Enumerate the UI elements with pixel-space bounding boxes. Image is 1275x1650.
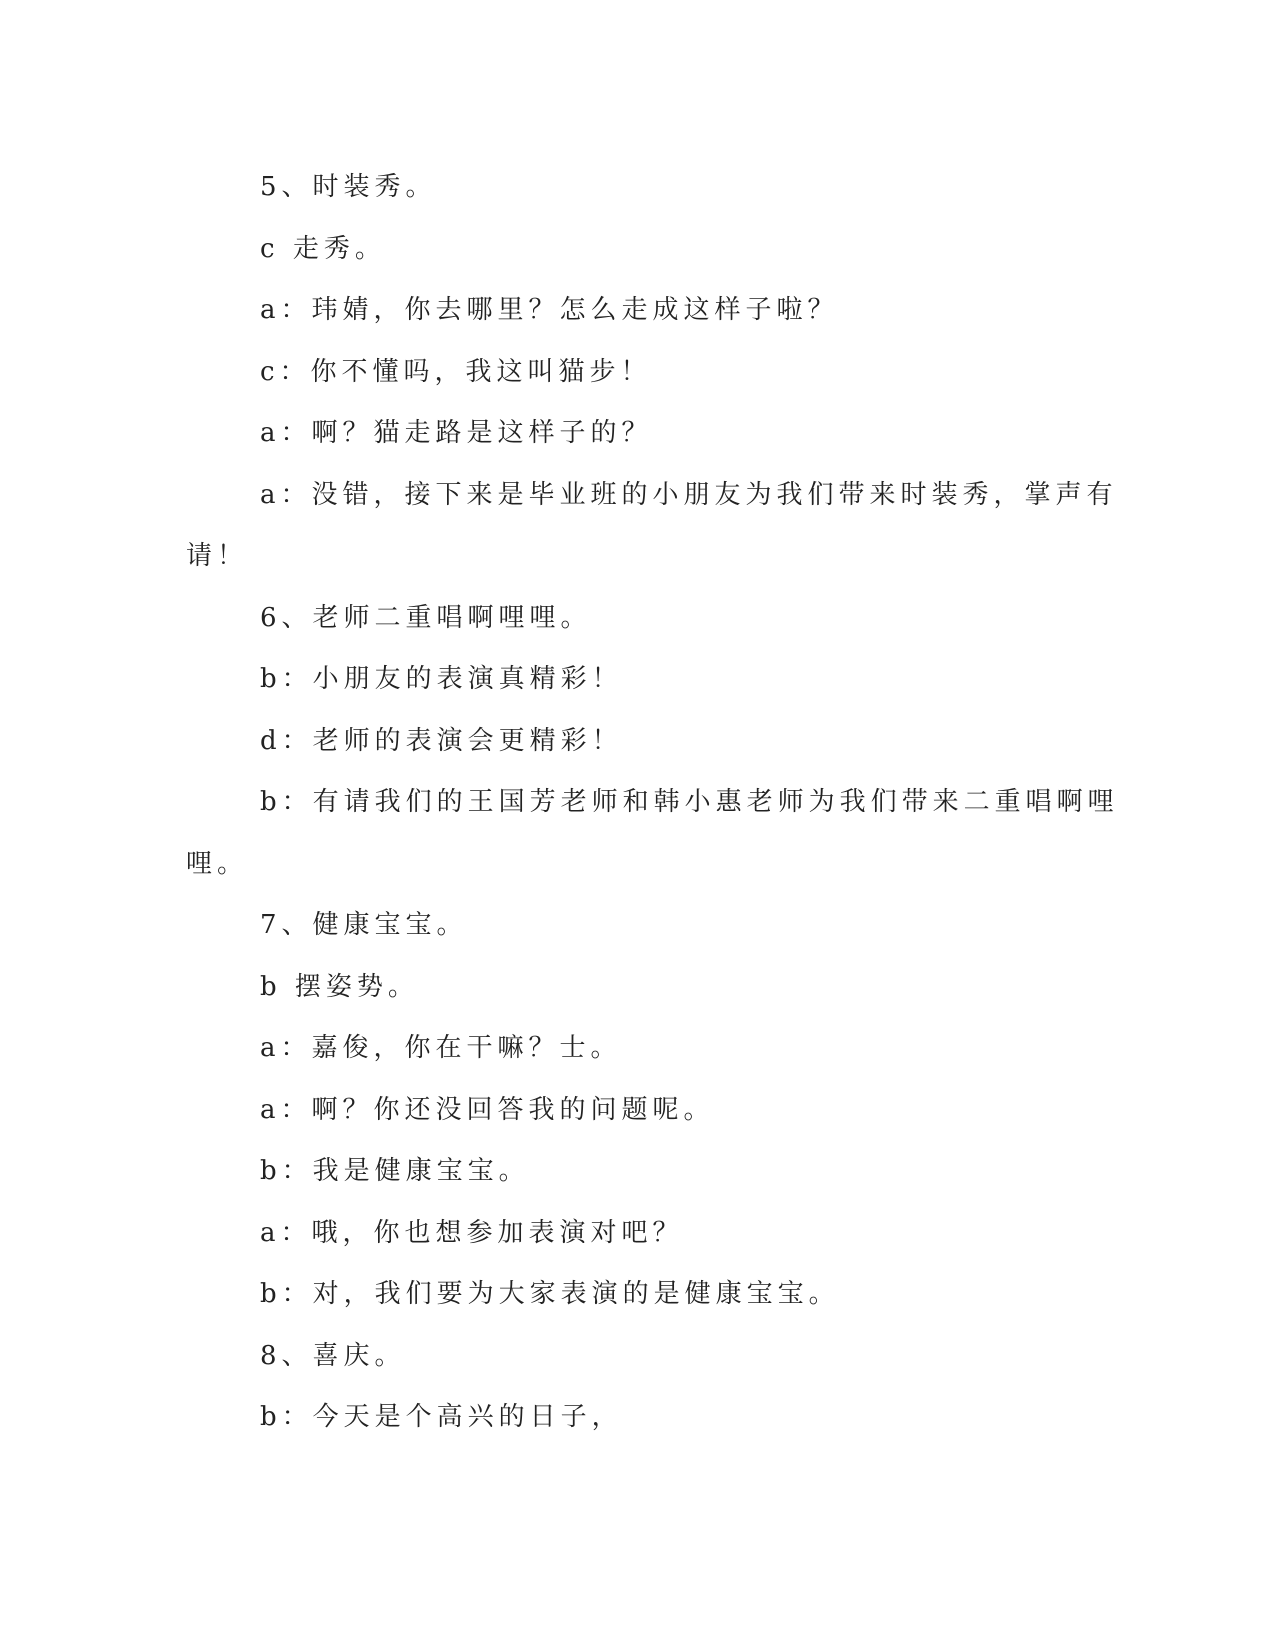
- dialogue-line: c：你不懂吗，我这叫猫步！: [260, 356, 652, 387]
- section-heading: 8、喜庆。: [260, 1340, 406, 1371]
- section-heading: 6、老师二重唱啊哩哩。: [260, 602, 592, 633]
- dialogue-line: a：玮婧，你去哪里？怎么走成这样子啦？: [260, 295, 839, 325]
- stage-direction: c 走秀。: [260, 233, 386, 264]
- dialogue-line: a：哦，你也想参加表演对吧？: [260, 1217, 684, 1248]
- dialogue-line: b：我是健康宝宝。: [260, 1156, 530, 1186]
- dialogue-line: d：老师的表演会更精彩！: [260, 725, 623, 756]
- dialogue-line: b：小朋友的表演真精彩！: [260, 664, 623, 694]
- dialogue-line: a：啊？猫走路是这样子的？: [260, 418, 653, 448]
- dialogue-line: a：嘉俊，你在干嘛？士。: [260, 1033, 622, 1063]
- dialogue-line: b：对，我们要为大家表演的是健康宝宝。: [260, 1279, 840, 1309]
- dialogue-line-continuation: 请！: [186, 541, 249, 571]
- dialogue-line-continuation: 哩。: [186, 848, 249, 879]
- dialogue-line: b：有请我们的王国芳老师和韩小惠老师为我们带来二重唱啊哩: [260, 787, 1119, 817]
- dialogue-line: a：没错，接下来是毕业班的小朋友为我们带来时装秀，掌声有: [260, 479, 1118, 510]
- dialogue-line: a：啊？你还没回答我的问题呢。: [260, 1094, 715, 1125]
- section-heading: 5、时装秀。: [260, 172, 437, 202]
- dialogue-line: b：今天是个高兴的日子，: [260, 1402, 623, 1432]
- section-heading: 7、健康宝宝。: [260, 910, 468, 940]
- stage-direction: b 摆姿势。: [260, 971, 419, 1002]
- document-body: [186, 157, 1119, 1449]
